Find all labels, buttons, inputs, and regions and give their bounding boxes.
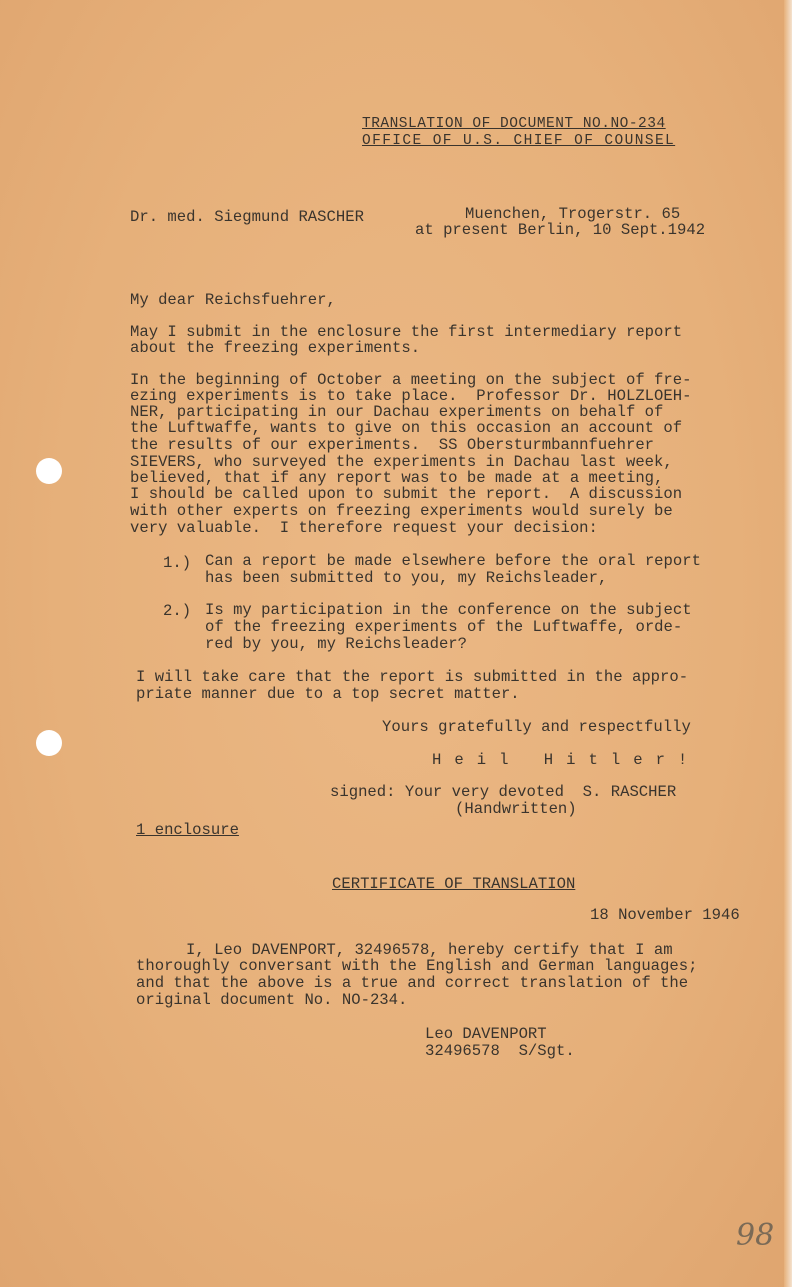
signature-line: signed: Your very devoted S. RASCHER xyxy=(330,783,677,801)
certificate-body-line: I, Leo DAVENPORT, 32496578, hereby certify that I am xyxy=(186,941,673,959)
punch-hole-bottom xyxy=(36,730,62,756)
salutation: My dear Reichsfuehrer, xyxy=(130,291,336,309)
item2-line: red by you, my Reichsleader? xyxy=(205,635,468,653)
enclosure-label: 1 enclosure xyxy=(136,821,239,839)
certificate-date: 18 November 1946 xyxy=(590,906,740,924)
page-number: 98 xyxy=(736,1218,775,1253)
para2-line: the Luftwaffe, wants to give on this occasion an account of xyxy=(130,419,683,437)
punch-hole-top xyxy=(36,458,62,484)
para2-line: I should be called upon to submit the report. A discussion xyxy=(130,485,683,503)
para2-line: believed, that if any report was to be made at a meeting, xyxy=(130,469,664,487)
para2-line: In the beginning of October a meeting on the subject of fre- xyxy=(130,371,692,389)
para2-line: very valuable. I therefore request your decision: xyxy=(130,519,598,537)
header-line-2: OFFICE OF U.S. CHIEF OF COUNSEL xyxy=(362,133,676,149)
sender-name: Dr. med. Siegmund RASCHER xyxy=(130,208,364,226)
closing-line: Yours gratefully and respectfully xyxy=(382,718,691,736)
para2-line: NER, participating in our Dachau experiments on behalf of xyxy=(130,403,664,421)
header-line-1: TRANSLATION OF DOCUMENT NO.NO-234 xyxy=(362,116,666,132)
para2-line: with other experts on freezing experiments would surely be xyxy=(130,502,673,520)
para1-line: May I submit in the enclosure the first intermediary report xyxy=(130,323,683,341)
item1-line: has been submitted to you, my Reichsleader, xyxy=(205,569,608,587)
item2-line: Is my participation in the conference on the subject xyxy=(205,601,692,619)
certificate-signer-name: Leo DAVENPORT xyxy=(425,1025,547,1043)
item1-number: 1.) xyxy=(163,554,192,572)
certificate-title: CERTIFICATE OF TRANSLATION xyxy=(332,875,576,893)
para2-line: SIEVERS, who surveyed the experiments in Dachau last week, xyxy=(130,453,673,471)
certificate-body-line: thoroughly conversant with the English and German languages; xyxy=(136,957,698,975)
sender-address: Muenchen, Trogerstr. 65 xyxy=(465,205,681,223)
item2-number: 2.) xyxy=(163,602,192,620)
page-edge xyxy=(784,0,792,1287)
item1-line: Can a report be made elsewhere before the oral report xyxy=(205,552,701,570)
para1-line: about the freezing experiments. xyxy=(130,339,421,357)
certificate-body-line: and that the above is a true and correct translation of the xyxy=(136,974,689,992)
para2-line: ezing experiments is to take place. Professor Dr. HOLZLOEH- xyxy=(130,387,692,405)
certificate-signer-id: 32496578 S/Sgt. xyxy=(425,1042,575,1060)
certificate-body-line: original document No. NO-234. xyxy=(136,991,408,1009)
heil-line: Heil Hitler! xyxy=(432,751,701,769)
para3-line: priate manner due to a top secret matter. xyxy=(136,685,520,703)
handwritten-note: (Handwritten) xyxy=(455,800,577,818)
item2-line: of the freezing experiments of the Luftwaffe, orde- xyxy=(205,618,683,636)
para2-line: the results of our experiments. SS Obersturmbannfuehrer xyxy=(130,436,655,454)
sender-location-date: at present Berlin, 10 Sept.1942 xyxy=(415,221,706,239)
para3-line: I will take care that the report is submitted in the appro- xyxy=(136,668,689,686)
